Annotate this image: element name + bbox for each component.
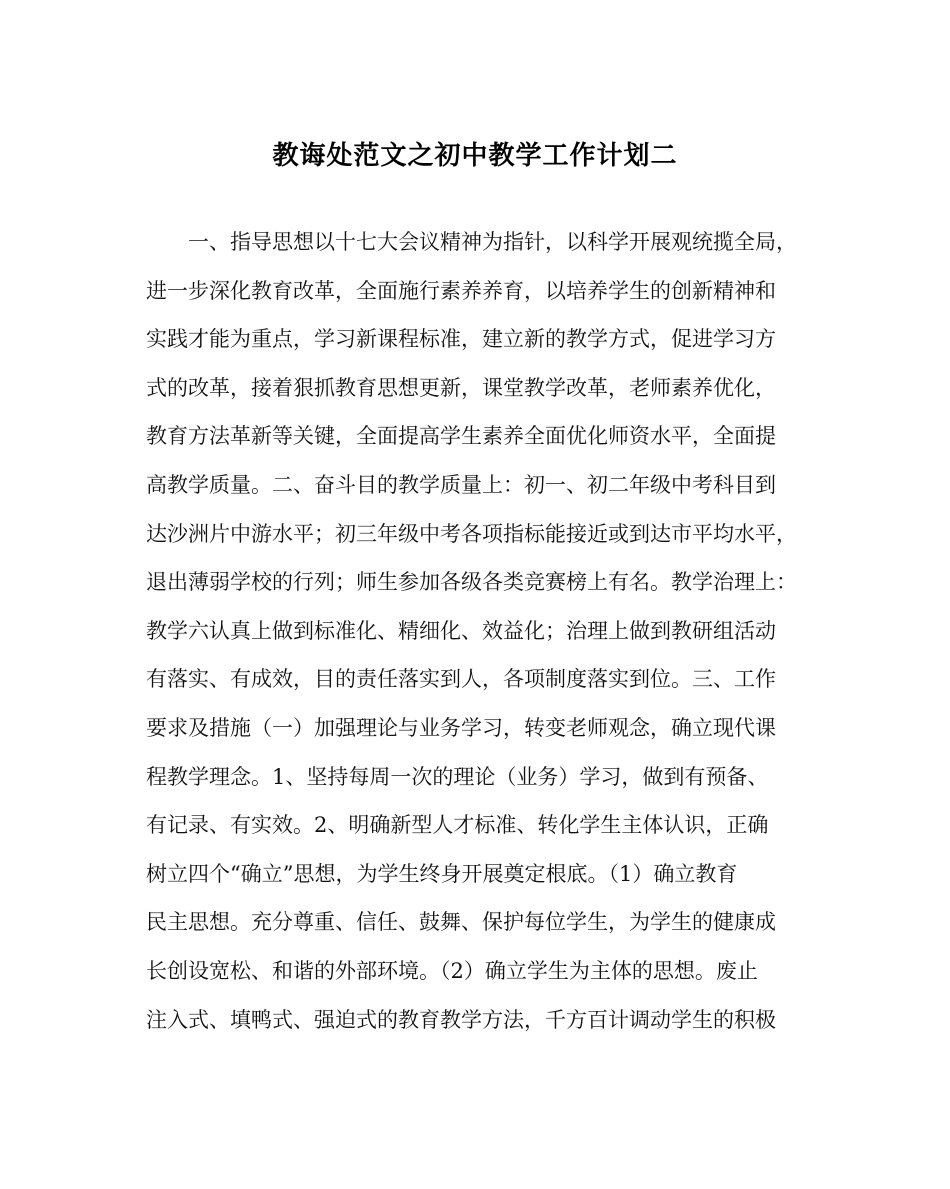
text-line: 退出薄弱学校的行列；师生参加各级各类竞赛榜上有名。教学治理上： [146, 570, 797, 595]
text-line: 达沙洲片中游水平；初三年级中考各项指标能接近或到达市平均水平， [146, 521, 797, 546]
text-line: 实践才能为重点，学习新课程标准，建立新的教学方式，促进学习方 [146, 327, 776, 352]
text-line: 式的改革，接着狠抓教育思想更新，课堂教学改革，老师素养优化， [146, 375, 776, 400]
text-line: 要求及措施（一）加强理论与业务学习，转变老师观念，确立现代课 [146, 715, 776, 740]
text-line: 注入式、填鸭式、强迫式的教育教学方法，千方百计调动学生的积极 [146, 1007, 776, 1032]
text-line: 进一步深化教育改革，全面施行素养养育，以培养学生的创新精神和 [146, 278, 776, 303]
text-line: 有记录、有实效。2、明确新型人才标准、转化学生主体认识，正确 [146, 813, 769, 838]
text-line: 一、指导思想以十七大会议精神为指针，以科学开展观统揽全局， [146, 230, 797, 254]
document-title: 教诲处范文之初中教学工作计划二 [272, 141, 678, 171]
text-line: 高教学质量。二、奋斗目的教学质量上：初一、初二年级中考科目到 [146, 472, 776, 497]
text-line: 树立四个“确立”思想，为学生终身开展奠定根底。（1）确立教育 [146, 861, 738, 886]
text-line: 有落实、有成效，目的责任落实到人，各项制度落实到位。三、工作 [146, 667, 776, 692]
document-body [146, 218, 826, 1044]
text-line: 程教学理念。1、坚持每周一次的理论（业务）学习，做到有预备、 [146, 764, 769, 789]
text-line: 长创设宽松、和谐的外部环境。（2）确立学生为主体的思想。废止 [146, 958, 758, 983]
text-line: 教育方法革新等关键，全面提高学生素养全面优化师资水平，全面提 [146, 424, 776, 449]
text-line: 教学六认真上做到标准化、精细化、效益化；治理上做到教研组活动 [146, 618, 776, 643]
text-line: 民主思想。充分尊重、信任、鼓舞、保护每位学生，为学生的健康成 [146, 910, 776, 935]
